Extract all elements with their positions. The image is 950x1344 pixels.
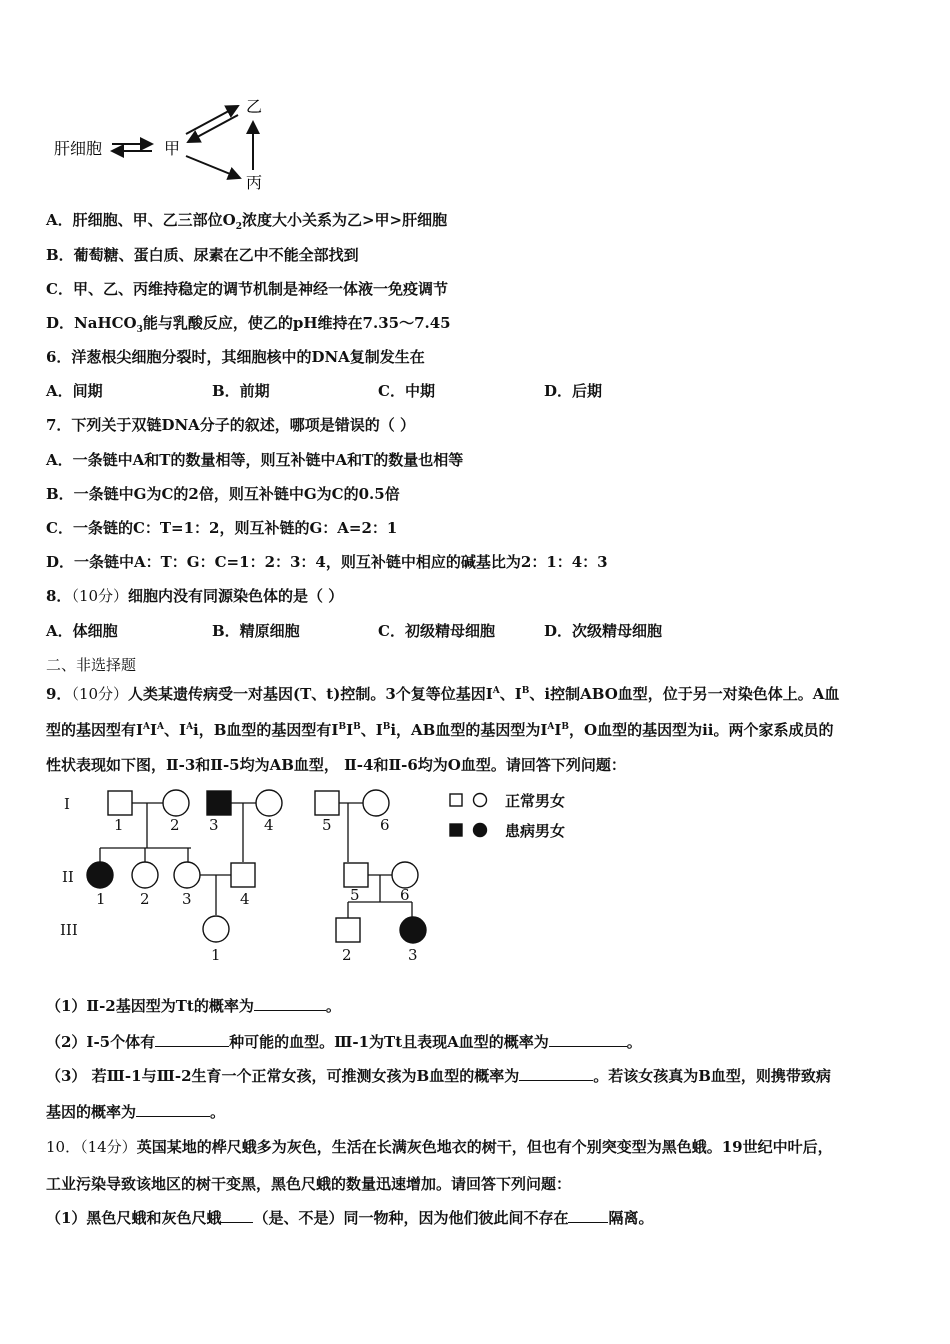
pedigree-II-2-female — [132, 862, 158, 888]
label-II-4: 4 — [240, 890, 250, 908]
pedigree-generation-III: III — [60, 921, 78, 939]
q9-part-2: （2）Ⅰ-5个体有 种可能的血型。Ⅲ-1为Tt且表现A血型的概率为 。 — [46, 1033, 642, 1051]
diagram-yi-label: 乙 — [246, 97, 263, 116]
label-II-3: 3 — [182, 890, 192, 908]
legend-normal-female-symbol — [474, 794, 487, 807]
q6-option-a: A．间期 — [46, 382, 103, 400]
label-I-4: 4 — [264, 816, 274, 834]
label-III-1: 1 — [211, 946, 221, 964]
q5-option-d: D．NaHCO$_3$能与乳酸反应，使乙的pH维持在7.35～7.45 — [46, 314, 451, 335]
pedigree-III-2-male — [336, 918, 360, 942]
label-I-6: 6 — [380, 816, 390, 834]
label-I-2: 2 — [170, 816, 180, 834]
answer-blank[interactable] — [155, 1032, 229, 1047]
label-III-3: 3 — [408, 946, 418, 964]
pedigree-I-5-male — [315, 791, 339, 815]
q7-stem: 7．下列关于双链DNA分子的叙述，哪项是错误的（ ） — [46, 416, 416, 434]
q7-option-d: D．一条链中A：T：G：C=1：2：3：4，则互补链中相应的碱基比为2：1：4：3 — [46, 553, 608, 571]
label-II-1: 1 — [96, 890, 106, 908]
answer-blank[interactable] — [568, 1208, 608, 1223]
label-II-6: 6 — [400, 886, 410, 904]
label-I-5: 5 — [322, 816, 332, 834]
q10-line-2: 工业污染导致该地区的树干变黑，黑色尺蛾的数量迅速增加。请回答下列问题： — [46, 1175, 572, 1193]
pedigree-I-2-female — [163, 790, 189, 816]
label-III-2: 2 — [342, 946, 352, 964]
q7-option-a: A．一条链中A和T的数量相等，则互补链中A和T的数量也相等 — [46, 451, 464, 469]
pedigree-I-6-female — [363, 790, 389, 816]
pedigree-II-5-male — [344, 863, 368, 887]
q7-option-b: B．一条链中G为C的2倍，则互补链中G为C的0.5倍 — [46, 485, 400, 503]
q10-part-1: （1）黑色尺蛾和灰色尺蛾 （是、不是）同一物种，因为他们彼此间不存在 隔离。 — [46, 1209, 654, 1227]
label-II-2: 2 — [140, 890, 150, 908]
answer-blank[interactable] — [136, 1102, 210, 1117]
pedigree-generation-II: II — [62, 868, 74, 886]
answer-blank[interactable] — [254, 996, 326, 1011]
q8-option-d: D．次级精母细胞 — [544, 622, 663, 640]
pedigree-III-1-female — [203, 916, 229, 942]
pedigree-II-6-female — [392, 862, 418, 888]
answer-blank[interactable] — [221, 1208, 253, 1223]
answer-blank[interactable] — [519, 1066, 593, 1081]
legend-normal-label: 正常男女 — [505, 792, 566, 810]
legend-affected-label: 患病男女 — [505, 822, 566, 840]
pedigree-I-3-male-affected — [207, 791, 231, 815]
q9-part-3-cont: 基因的概率为 。 — [46, 1103, 226, 1121]
q6-stem: 6．洋葱根尖细胞分裂时，其细胞核中的DNA复制发生在 — [46, 348, 425, 366]
q8-option-a: A．体细胞 — [46, 622, 118, 640]
legend-affected-male-symbol — [450, 824, 462, 836]
pedigree-II-3-female — [174, 862, 200, 888]
q9-line-3: 性状表现如下图，Ⅱ-3和Ⅱ-5均为AB血型， Ⅱ-4和Ⅱ-6均为O血型。请回答下列问题： — [46, 756, 626, 774]
q6-option-d: D．后期 — [544, 382, 603, 400]
q8-option-b: B．精原细胞 — [212, 622, 300, 640]
diagram-jia-label: 甲 — [164, 139, 181, 158]
pedigree-III-3-female-affected — [400, 917, 426, 943]
legend-affected-female-symbol — [474, 824, 487, 837]
q8-stem: 8．（10分）细胞内没有同源染色体的是（ ） — [46, 587, 344, 605]
q8-option-c: C．初级精母细胞 — [378, 622, 495, 640]
pedigree-generation-I: I — [64, 795, 70, 813]
q5-option-a: A．肝细胞、甲、乙三部位$O_2$浓度大小关系为乙>甲>肝细胞 — [46, 211, 448, 232]
q9-line-2: 型的基因型有$I^AI^A$、$I^Ai$，B血型的基因型有$I^BI^B$、$I^Bi$，AB血型的基因型为$I^AI^B$，O血型的基因型为ii。两个家系成员的 — [46, 721, 834, 739]
q9-line-1: 9．（10分）人类某遗传病受一对基因(T、t)控制。3个复等位基因$I^A$、$I^B$、i控制ABO血型，位于另一对染色体上。A血 — [46, 685, 840, 703]
q7-option-c: C．一条链的C：T=1：2，则互补链的G：A=2：1 — [46, 519, 398, 537]
q10-line-1: 10．（14分）英国某地的桦尺蛾多为灰色，生活在长满灰色地衣的树干，但也有个别突变型为黑色蛾。19世纪中叶后， — [46, 1138, 833, 1156]
pedigree-II-1-female-affected — [87, 862, 113, 888]
label-II-5: 5 — [350, 886, 360, 904]
pedigree-II-4-male — [231, 863, 255, 887]
label-I-1: 1 — [114, 816, 124, 834]
arrow-jia-to-bing — [186, 156, 240, 178]
label-I-3: 3 — [209, 816, 219, 834]
q9-part-1: （1）Ⅱ-2基因型为Tt的概率为 。 — [46, 997, 341, 1015]
pedigree-I-1-male — [108, 791, 132, 815]
q9-part-3: （3） 若Ⅲ-1与Ⅲ-2生育一个正常女孩，可推测女孩为B血型的概率为 。若该女孩真为B血型，则携带致病 — [46, 1067, 831, 1085]
q6-option-c: C．中期 — [378, 382, 435, 400]
q6-option-b: B．前期 — [212, 382, 270, 400]
answer-blank[interactable] — [549, 1032, 627, 1047]
q5-option-c: C．甲、乙、丙维持稳定的调节机制是神经一体液一免疫调节 — [46, 280, 448, 298]
q5-option-b: B．葡萄糖、蛋白质、尿素在乙中不能全部找到 — [46, 246, 359, 264]
section-heading: 二、非选择题 — [46, 656, 137, 674]
pedigree-chart — [50, 780, 610, 970]
diagram-bing-label: 丙 — [246, 173, 263, 192]
body-fluid-diagram — [40, 88, 280, 198]
pedigree-I-4-female — [256, 790, 282, 816]
diagram-liver-label: 肝细胞 — [54, 139, 103, 158]
legend-normal-male-symbol — [450, 794, 462, 806]
